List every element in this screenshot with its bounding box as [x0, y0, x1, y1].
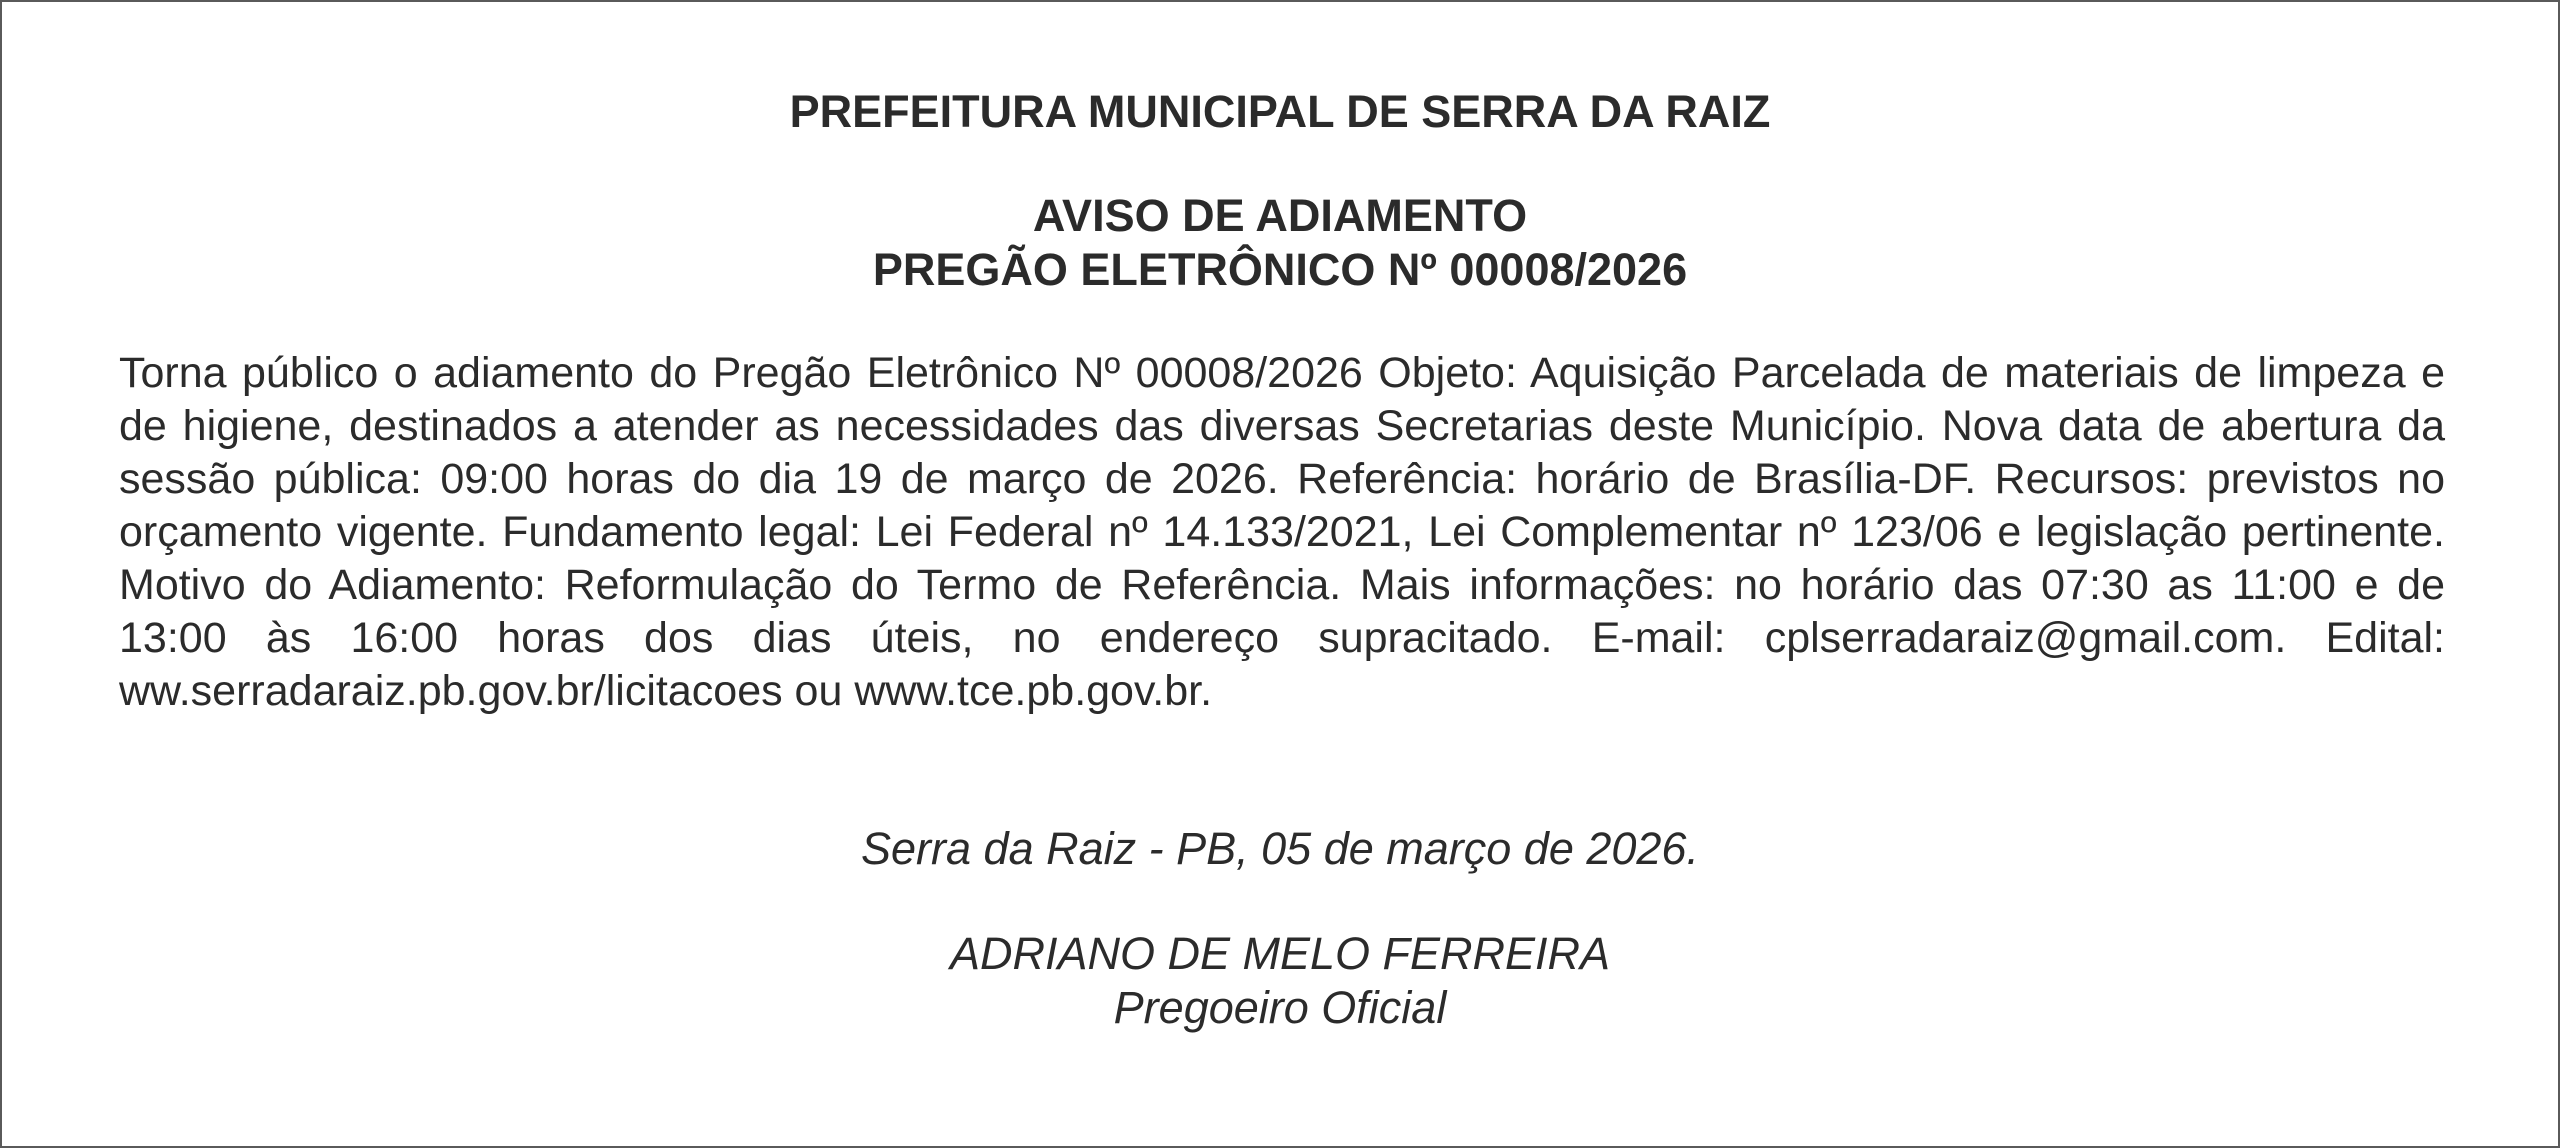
notice-title [2, 189, 2558, 297]
place-and-date: Serra da Raiz - PB, 05 de março de 2026. [861, 823, 1699, 874]
signer-name: ADRIANO DE MELO FERREIRA [949, 928, 1611, 979]
signer-role: Pregoeiro Oficial [1113, 982, 1447, 1033]
organization-heading: PREFEITURA MUNICIPAL DE SERRA DA RAIZ [789, 86, 1771, 137]
notice-title-line-2: PREGÃO ELETRÔNICO Nº 00008/2026 [872, 244, 1688, 295]
notice-title-line-1: AVISO DE ADIAMENTO [1032, 190, 1528, 241]
signature-block [2, 927, 2558, 1035]
notice-body-text: Torna público o adiamento do Pregão Eletrônico Nº 00008/2026 Objeto: Aquisição Parcelada de materiais de limpeza e de higiene, destinados a atender as necessidades das diversas Secretarias deste Município. Nova data de abertura da sessão pública: 09:00 horas do dia 19 de março de 2026. Referência: horário de Brasília-DF. Recursos: previstos no orçamento vigente. Fundamento legal: Lei Federal nº 14.133/2021, Lei Complementar nº 123/06 e legislação pertinente. Motivo do Adiamento: Reformulação do Termo de Referência. Mais informações: no horário das 07:30 as 11:00 e de 13:00 às 16:00 horas dos dias úteis, no endereço supracitado. E-mail: cplserradaraiz@gmail.com. Edital: ww.serradaraiz.pb.gov.br/licitacoes ou www.tce.pb.gov.br. [119, 349, 2445, 715]
